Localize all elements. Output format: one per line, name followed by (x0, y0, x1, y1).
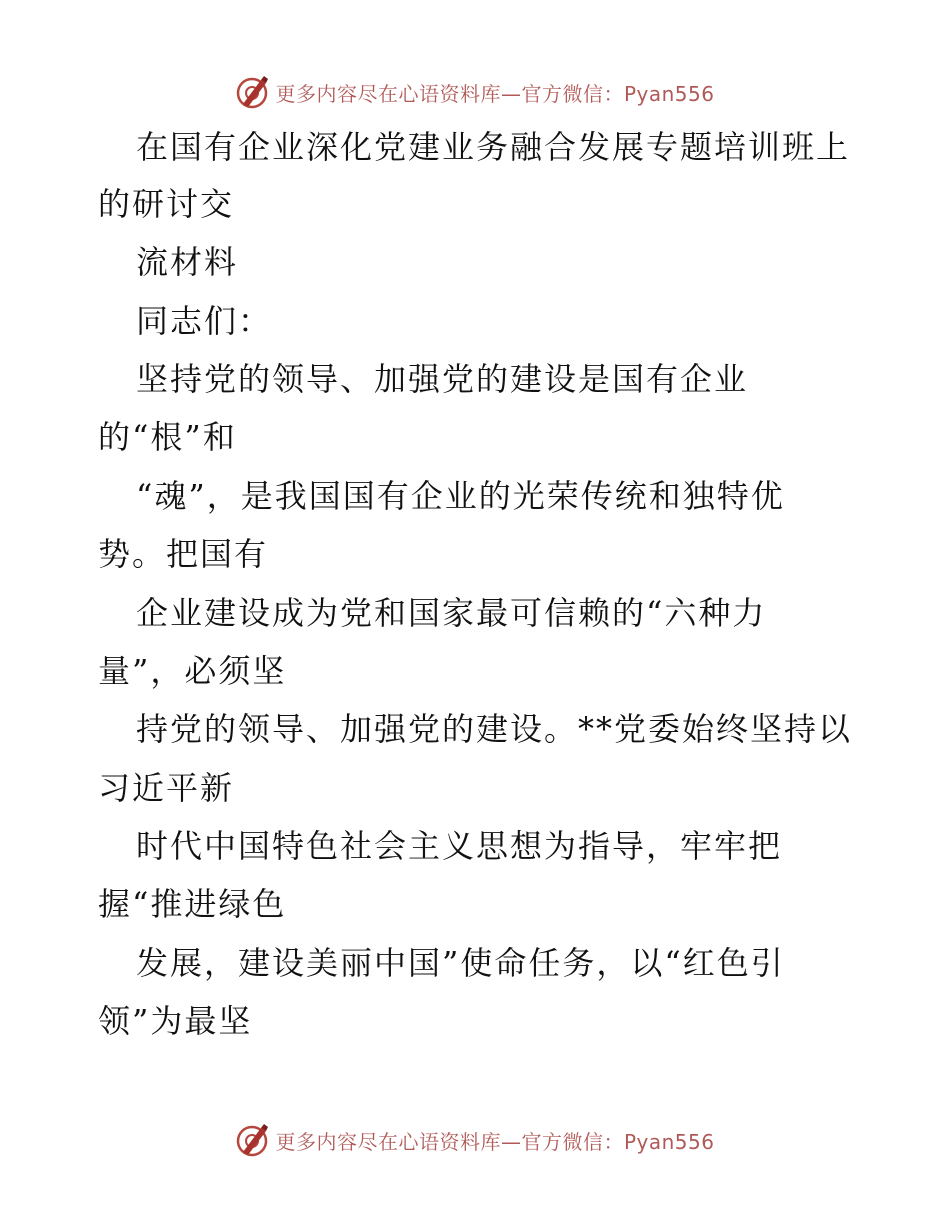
body-line: “魂”，是我国国有企业的光荣传统和独特优 (136, 477, 785, 515)
body-line: 的研讨交 (98, 185, 235, 223)
body-line: 的“根”和 (98, 418, 237, 456)
watermark-text: 更多内容尽在心语资料库—官方微信：Pyan556 (275, 1129, 715, 1154)
body-line: 持党的领导、加强党的建设。**党委始终坚持以 (136, 710, 853, 748)
body-line: 在国有企业深化党建业务融合发展专题培训班上 (136, 128, 851, 166)
body-line: 坚持党的领导、加强党的建设是国有企业 (136, 360, 749, 398)
footer-watermark (0, 1120, 950, 1160)
body-line: 时代中国特色社会主义思想为指导，牢牢把 (136, 827, 783, 865)
pen-logo-icon (235, 74, 271, 110)
body-line: 企业建设成为党和国家最可信赖的“六种力 (136, 594, 767, 632)
body-line: 发展，建设美丽中国”使命任务，以“红色引 (136, 944, 785, 982)
header-watermark (0, 72, 950, 112)
body-line: 流材料 (136, 243, 239, 281)
body-line: 习近平新 (98, 769, 235, 807)
body-line: 势。把国有 (98, 535, 269, 573)
body-line: 同志们： (136, 302, 273, 340)
watermark-text: 更多内容尽在心语资料库—官方微信：Pyan556 (275, 81, 715, 106)
body-line: 握“推进绿色 (98, 885, 287, 923)
body-line: 量”，必须坚 (98, 652, 287, 690)
body-line: 领”为最坚 (98, 1002, 253, 1040)
pen-logo-icon (235, 1122, 271, 1158)
